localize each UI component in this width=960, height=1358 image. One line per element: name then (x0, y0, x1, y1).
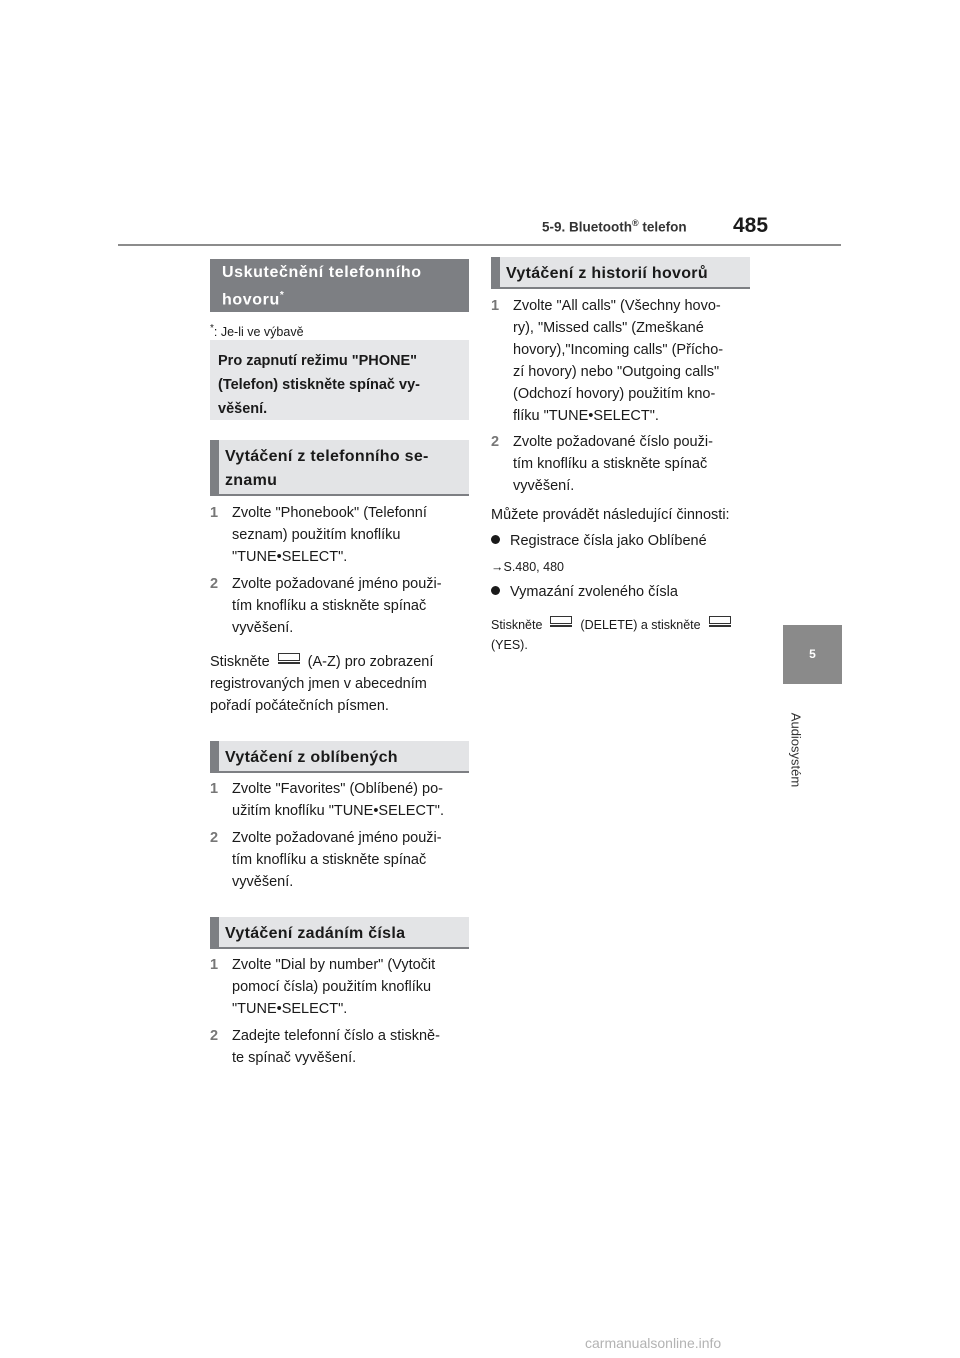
watermark: carmanualsonline.info (585, 1335, 722, 1351)
button-icon (278, 656, 300, 664)
dial-number-heading: Vytáčení zadáním čísla (210, 917, 469, 949)
bullet-dot-icon (491, 586, 500, 595)
main-heading: Uskutečnění telefonního hovoru* (210, 259, 469, 312)
button-icon (550, 619, 572, 627)
bullet-dot-icon (491, 535, 500, 544)
page-reference[interactable]: →S.480, 480 (491, 560, 564, 574)
bullet-favorite: Registrace čísla jako Oblíbené (491, 530, 761, 552)
az-paragraph: Stiskněte (A-Z) pro zobrazení registrovaných jmen v abecedním pořadí počátečních písmen. (210, 654, 434, 714)
bullet-delete: Vymazání zvoleného čísla (491, 581, 761, 603)
dial-number-step-2: 2 Zadejte telefonní číslo a stiskně- te spínač vyvěšení. (210, 1028, 440, 1066)
dial-number-step-1: 1 Zvolte "Dial by number" (Vytočit pomocí čísla) použitím knoflíku "TUNE•SELECT". (210, 957, 436, 1017)
footnote: *: Je-li ve výbavě (210, 323, 304, 340)
delete-instruction: Stiskněte (DELETE) a stiskněte (YES). (491, 615, 756, 655)
chapter-label: Audiosystém (788, 712, 804, 788)
phonebook-step-1: 1 Zvolte "Phonebook" (Telefonní seznam) použitím knoflíku "TUNE•SELECT". (210, 505, 427, 565)
phone-mode-note: Pro zapnutí režimu "PHONE" (Telefon) stiskněte spínač vy- věšení. (210, 340, 469, 420)
favorites-step-1: 1 Zvolte "Favorites" (Oblíbené) po- užitím knoflíku "TUNE•SELECT". (210, 781, 444, 819)
button-icon (709, 619, 731, 627)
history-step-2: 2 Zvolte požadované číslo použi- tím knoflíku a stiskněte spínač vyvěšení. (491, 434, 713, 494)
chapter-tab[interactable]: 5 (783, 625, 842, 684)
history-intro: Můžete provádět následující činnosti: (491, 507, 730, 523)
history-step-1: 1 Zvolte "All calls" (Všechny hovo- ry), "Missed calls" (Zmeškané hovory),"Incoming calls" (Přícho- zí hovory) nebo "Outgoing calls" (Odchozí hovory) použitím kno- flíku "TUNE•SELECT". (491, 298, 724, 424)
phonebook-step-2: 2 Zvolte požadované jméno použi- tím knoflíku a stiskněte spínač vyvěšení. (210, 576, 442, 636)
phonebook-heading: Vytáčení z telefonního se- znamu (210, 440, 469, 496)
favorites-heading: Vytáčení z oblíbených (210, 741, 469, 773)
section-title: 5-9. Bluetooth® telefon (542, 218, 687, 235)
header-divider (118, 244, 841, 246)
history-heading: Vytáčení z historií hovorů (491, 257, 750, 289)
page-number: 485 (733, 214, 769, 237)
favorites-step-2: 2 Zvolte požadované jméno použi- tím knoflíku a stiskněte spínač vyvěšení. (210, 830, 442, 890)
